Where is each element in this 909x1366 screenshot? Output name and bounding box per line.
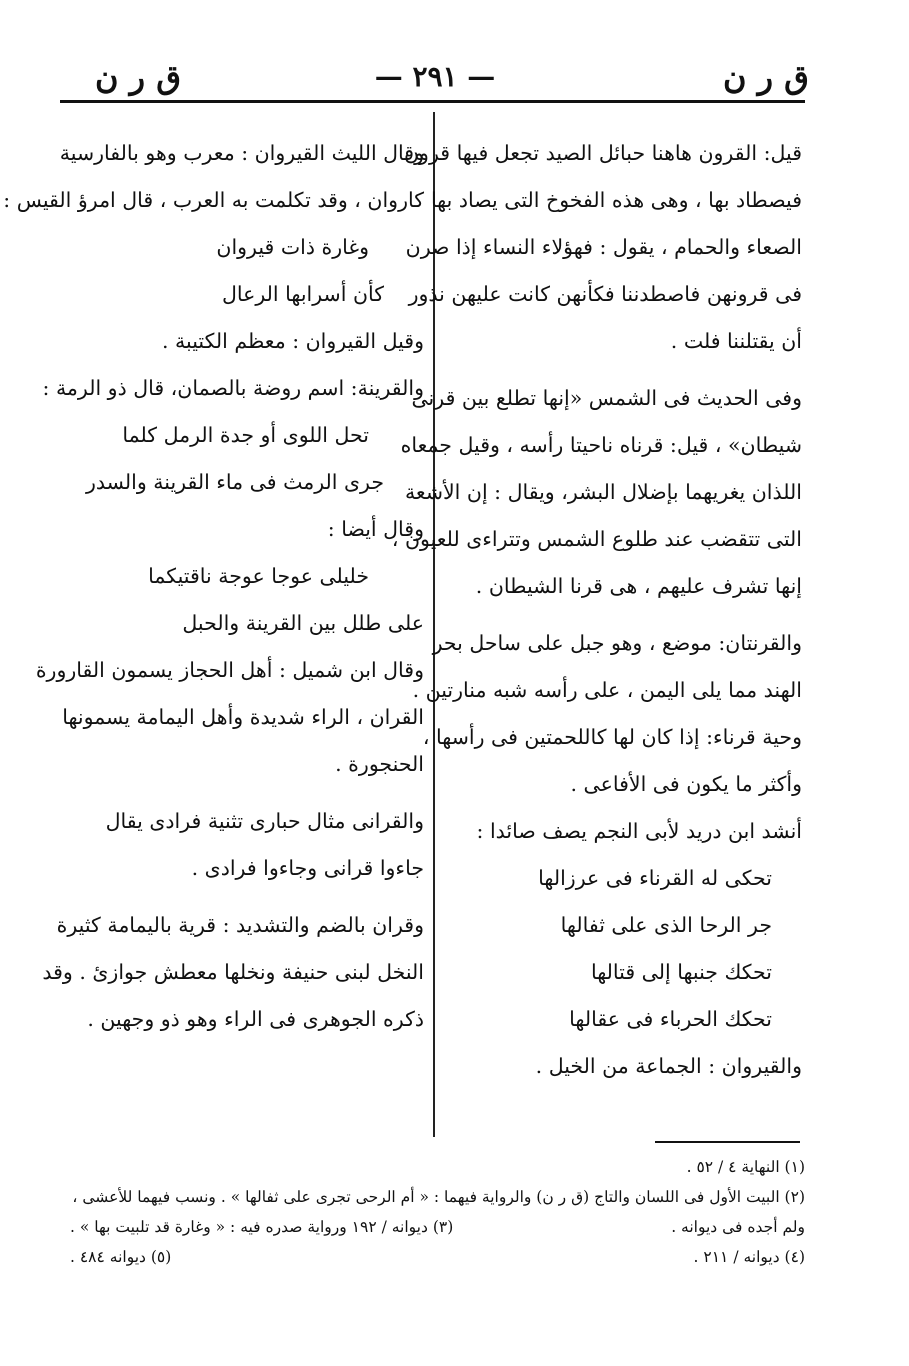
text-line: والقرانى مثال حبارى تثنية فرادى يقال	[105, 809, 424, 833]
text-line: وقيل القيروان : معظم الكتيبة .	[161, 329, 424, 353]
text-line: الهند مما يلى اليمن ، على رأسه شبه منارتين .	[412, 678, 802, 702]
footnote-2: (٢) البيت الأول فى اللسان والتاج (ق ر ن) والرواية فيهما : « أم الرحى تجرى على ثفالها » . ونسب فيهما للأعشى ،	[72, 1188, 805, 1206]
verse-line: خليلى عوجا عوجة ناقتيكما	[148, 564, 369, 588]
verse-line: تحكى له القرناء فى عرزالها	[538, 866, 772, 890]
left-column	[3, 130, 424, 1043]
footnote-row	[70, 1212, 805, 1242]
footnote-3: (٣) ديوانه / ١٩٢ ورواية صدره فيه : « وغارة قد تلبيت بها » .	[70, 1218, 454, 1236]
footnote-rule	[655, 1141, 800, 1143]
header-root-left: ق ر ن	[95, 58, 182, 96]
text-line: شيطان» ، قيل: قرناه ناحيتا رأسه ، وقيل جمعاه	[400, 433, 802, 457]
header-rule	[60, 100, 805, 103]
right-column	[391, 130, 802, 1090]
text-line: الصعاء والحمام ، يقول : فهؤلاء النساء إذا صرن	[405, 235, 802, 259]
text-line: فيصطاد بها ، وهى هذه الفخوخ التى يصاد بها	[430, 188, 802, 212]
verse-line: تحكك جنبها إلى قتالها	[590, 960, 772, 984]
footnote-row	[70, 1242, 805, 1272]
footnote-5: (٥) ديوانه ٤٨٤ .	[70, 1248, 172, 1266]
text-line: النخل لبنى حنيفة ونخلها معطش جوازئ . وقد	[42, 960, 424, 984]
text-line: كاروان ، وقد تكلمت به العرب ، قال امرؤ القيس :	[3, 188, 424, 212]
text-line: وقران بالضم والتشديد : قرية باليمامة كثيرة	[56, 913, 424, 937]
text-line: وقال الليث القيروان : معرب وهو بالفارسية	[59, 141, 424, 165]
text-line: ذكره الجوهرى فى الراء وهو ذو وجهين .	[87, 1007, 424, 1031]
text-line: جاءوا قرانى وجاءوا فرادى .	[191, 856, 424, 880]
text-line: وأكثر ما يكون فى الأفاعى .	[570, 772, 802, 796]
text-line: الحنجورة .	[335, 752, 424, 776]
footnote-4: (٤) ديوانه / ٢١١ .	[693, 1248, 805, 1266]
text-line: وقال أيضا :	[327, 517, 424, 541]
verse-line: وغارة ذات قيروان	[216, 235, 369, 259]
verse-line: كأن أسرابها الرعال	[222, 282, 384, 306]
text-line: أن يقتلننا فلت .	[670, 329, 802, 353]
text-line: والقيروان : الجماعة من الخيل .	[535, 1054, 802, 1078]
text-line: والقرينة: اسم روضة بالصمان، قال ذو الرمة :	[42, 376, 424, 400]
verse-line: على طلل بين القرينة والحبل	[182, 611, 424, 635]
text-line: اللذان يغريهما بإضلال البشر، ويقال : إن الأشعة	[404, 480, 802, 504]
verse-line: تحل اللوى أو جدة الرمل كلما	[122, 423, 369, 447]
page-header	[0, 52, 909, 102]
text-line: وقال ابن شميل : أهل الحجاز يسمون القارورة	[35, 658, 424, 682]
page-number: — ٢٩١ —	[374, 60, 496, 93]
text-line: قيل: القرون هاهنا حبائل الصيد تجعل فيها قرون	[403, 141, 802, 165]
verse-line: جر الرحا الذى على ثفالها	[560, 913, 772, 937]
verse-line: جرى الرمث فى ماء القرينة والسدر	[85, 470, 384, 494]
text-line: فى قرونهن فاصطدننا فكأنهن كانت عليهن نذور	[408, 282, 802, 306]
text-line: إنها تشرف عليهم ، هى قرنا الشيطان .	[475, 574, 802, 598]
text-line: والقرنتان: موضع ، وهو جبل على ساحل بحر	[432, 631, 802, 655]
footnote-2-continued: ولم أجده فى ديوانه .	[671, 1218, 805, 1236]
text-line: وحية قرناء: إذا كان لها كاللحمتين فى رأسها ،	[422, 725, 802, 749]
text-line: أنشد ابن دريد لأبى النجم يصف صائدا :	[476, 819, 802, 843]
text-line: وفى الحديث فى الشمس «إنها تطلع بين قرنى	[411, 386, 802, 410]
verse-line: تحكك الحرباء فى عقالها	[569, 1007, 772, 1031]
text-line: القران ، الراء شديدة وأهل اليمامة يسمونها	[62, 705, 424, 729]
footnote-1: (١) النهاية ٤ / ٥٢ .	[686, 1158, 805, 1176]
text-line: التى تتقضب عند طلوع الشمس وتتراءى للعيون ،	[391, 527, 802, 551]
footnotes	[70, 1152, 805, 1272]
header-root-right: ق ر ن	[722, 58, 809, 96]
